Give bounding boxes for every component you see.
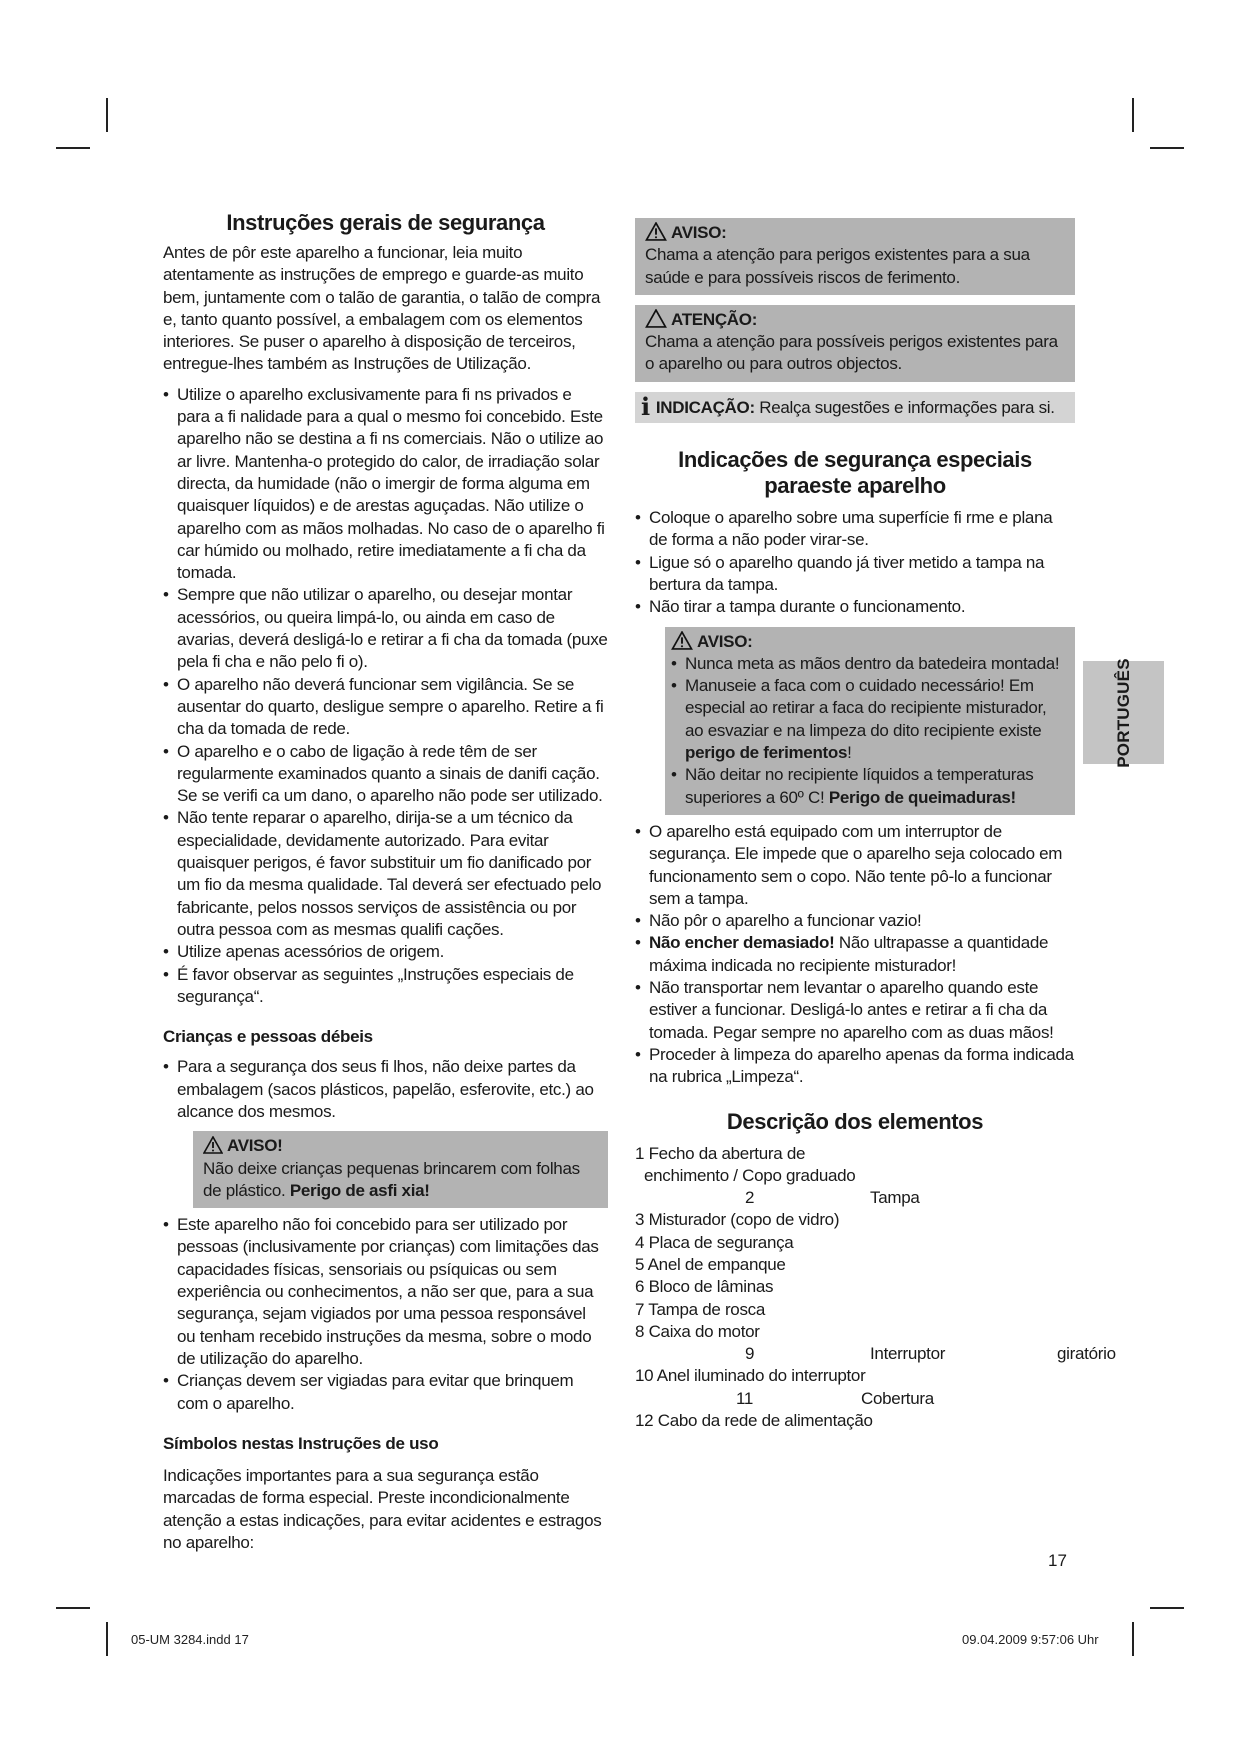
language-tab	[1083, 657, 1164, 768]
list-item: • É favor observar as seguintes „Instruções especiais de segurança“.	[163, 964, 608, 1009]
list-item: • Nunca meta as mãos dentro da batedeira montada!	[671, 653, 1065, 675]
list-item: • Coloque o aparelho sobre uma superfície fi rme e plana de forma a não poder virar-se.	[635, 507, 1075, 552]
list-item: • Sempre que não utilizar o aparelho, ou desejar montar acessórios, ou queira limpá-lo, ou ainda em caso de avarias, deverá desligá-lo e retirar a fi cha da tomada (puxe pela fi cha e não pelo fi o).	[163, 584, 608, 673]
element-number: 11	[736, 1388, 754, 1408]
list-item: • Utilize o aparelho exclusivamente para fi ns privados e para a fi nalidade para a qual o mesmo foi concebido. Este aparelho não se destina a fi ns comerciais. Não o utilize ao ar livre. Mantenha-o protegido do calor, de irradiação solar directa, da humidade (não o imergir de forma alguma em quaisquer líquidos) e de arestas aguçadas. Não utilize o aparelho com as mãos molhadas. No caso de o aparelho fi car húmido ou molhado, retire imediatamente a fi cha da tomada.	[163, 384, 608, 585]
symbols-paragraph: Indicações importantes para a sua segurança estão marcadas de forma especial. Preste incondicionalmente atenção a estas indicações, para evitar acidentes e estragos no aparelho:	[163, 1466, 602, 1553]
list-item	[635, 932, 1075, 977]
list-item: • Utilize apenas acessórios de origem.	[163, 941, 608, 963]
general-safety-title: Instruções gerais de segurança	[226, 210, 545, 235]
page-number: 17	[1048, 1551, 1067, 1570]
special-safety-title	[635, 447, 1075, 499]
info-icon: i	[641, 391, 650, 421]
warning-bold-text: Perigo de asfi xia!	[289, 1180, 430, 1200]
list-item: • Este aparelho não foi concebido para ser utilizado por pessoas (inclusivamente por crianças) com limitações das capacidades físicas, sensoriais ou psíquicas ou sem experiência ou conhecimentos, a não ser que, para a sua segurança, sejam vigiados por uma pessoa responsável ou tenham recebido instruções da mesma, sobre o modo de utilização do aparelho.	[163, 1214, 608, 1370]
element-item: 8 Caixa do motor	[635, 1321, 760, 1341]
element-item: 3 Misturador (copo de vidro)	[635, 1210, 840, 1230]
atencao-box	[635, 305, 1075, 382]
list-item-end: !	[847, 743, 852, 763]
children-heading: Crianças e pessoas débeis	[163, 1027, 373, 1047]
list-item: • O aparelho e o cabo de ligação à rede têm de ser regularmente examinados quanto a sinais de danifi cação. Se se verifi ca um dano, o aparelho não pode ser utilizado.	[163, 741, 608, 808]
crop-mark	[106, 1622, 108, 1656]
element-item: 1 Fecho da abertura de	[635, 1143, 806, 1163]
atencao-text: Chama a atenção para possíveis perigos existentes para o aparelho ou para outros objectos.	[645, 332, 1058, 374]
list-item-bold: Perigo de queimaduras!	[828, 787, 1016, 807]
list-item: • Não tirar a tampa durante o funcionamento.	[635, 596, 1075, 618]
element-item: 6 Bloco de lâminas	[635, 1277, 774, 1297]
list-item-text: Manuseie a faca com o cuidado necessário! Em especial ao retirar a faca do recipiente misturador, ao esvaziar e na limpeza do dito recipiente existe	[685, 676, 1047, 740]
left-column	[163, 210, 608, 1554]
crop-mark	[1132, 98, 1134, 132]
element-label-cont: giratório	[1057, 1344, 1116, 1364]
children-warning-box	[193, 1131, 608, 1208]
element-item	[635, 1388, 1075, 1410]
list-item-text: Não ultrapasse a quantidade máxima indicada no recipiente misturador!	[649, 933, 1049, 975]
crop-mark	[56, 147, 90, 149]
list-item-bold: perigo de ferimentos	[685, 743, 848, 763]
warning-triangle-icon	[671, 631, 693, 650]
warning-triangle-icon	[645, 222, 667, 241]
elements-list	[635, 1143, 1116, 1433]
crop-mark	[1150, 147, 1184, 149]
aviso-box	[635, 218, 1075, 295]
list-item: • Não pôr o aparelho a funcionar vazio!	[635, 910, 1075, 932]
warning-text: Não deixe crianças pequenas brincarem com folhas de plástico.	[203, 1158, 580, 1200]
crop-mark	[106, 98, 108, 132]
list-item: • O aparelho está equipado com um interruptor de segurança. Ele impede que o aparelho seja colocado em funcionamento sem o copo. Não tente pô-lo a funcionar sem a tampa.	[635, 821, 1075, 910]
element-label: Interruptor	[870, 1344, 946, 1364]
footer-filename: 05-UM 3284.indd 17	[131, 1632, 249, 1647]
element-item	[635, 1187, 1075, 1209]
element-label: Tampa	[870, 1188, 920, 1208]
special-safety-list-2	[635, 821, 1075, 1089]
special-safety-list	[635, 507, 1075, 618]
general-safety-list	[163, 384, 608, 1008]
crop-mark	[1132, 1622, 1134, 1656]
aviso-text: Chama a atenção para perigos existentes para a sua saúde e para possíveis riscos de ferimento.	[645, 245, 1030, 287]
list-item: • O aparelho não deverá funcionar sem vigilância. Se se ausentar do quarto, desligue sempre o aparelho. Retire a fi cha da tomada de rede.	[163, 674, 608, 741]
list-item	[671, 764, 1065, 809]
list-item: • Para a segurança dos seus fi lhos, não deixe partes da embalagem (sacos plásticos, papelão, esferovite, etc.) ao alcance dos mesmos.	[163, 1056, 608, 1123]
list-item-text: Não deitar no recipiente líquidos a temperaturas superiores a 60º C!	[685, 765, 1034, 807]
list-item: • Ligue só o aparelho quando já tiver metido a tampa na bertura da tampa.	[635, 552, 1075, 597]
element-item: 4 Placa de segurança	[635, 1232, 794, 1252]
indicacao-box	[635, 392, 1075, 423]
caution-triangle-icon	[645, 309, 667, 328]
special-safety-title-line-1: Indicações de segurança especiais	[678, 447, 1032, 473]
atencao-label: ATENÇÃO:	[671, 309, 758, 329]
crop-mark	[1150, 1607, 1184, 1609]
language-tab-label: PORTUGUÊS	[1113, 657, 1133, 768]
element-item: 7 Tampa de rosca	[635, 1299, 766, 1319]
special-warning-label: AVISO:	[697, 631, 753, 651]
special-warning-box	[665, 627, 1075, 815]
children-list	[163, 1056, 608, 1123]
element-label: Cobertura	[861, 1388, 934, 1408]
indicacao-text: Realça sugestões e informações para si.	[759, 397, 1055, 417]
children-list-2	[163, 1214, 608, 1415]
list-item: • Não transportar nem levantar o aparelho quando este estiver a funcionar. Desligá-lo antes e retirar a fi cha da tomada. Pegar sempre no aparelho com as duas mãos!	[635, 977, 1075, 1044]
element-number: 2	[745, 1188, 755, 1208]
element-item: 10 Anel iluminado do interruptor	[635, 1366, 866, 1386]
right-column	[635, 218, 1116, 1432]
aviso-label: AVISO:	[671, 223, 727, 242]
list-item: • Crianças devem ser vigiadas para evitar que brinquem com o aparelho.	[163, 1370, 608, 1415]
warning-triangle-icon	[203, 1136, 223, 1154]
special-warning-list	[671, 653, 1065, 809]
intro-paragraph: Antes de pôr este aparelho a funcionar, leia muito atentamente as instruções de emprego e guarde-as muito bem, juntamente com o talão de garantia, o talão de compra e, tanto quanto possível, a embalagem com os elementos interiores. Se puser o aparelho à disposição de terceiros, entregue-lhes também as Instruções de Utilização.	[163, 243, 601, 374]
element-item: 5 Anel de empanque	[635, 1254, 786, 1274]
indicacao-label: INDICAÇÃO:	[655, 397, 755, 417]
element-number: 9	[745, 1344, 755, 1364]
special-safety-title-line-2: paraeste aparelho	[764, 473, 946, 499]
list-item-bold: Não encher demasiado!	[649, 933, 835, 953]
footer-timestamp: 09.04.2009 9:57:06 Uhr	[962, 1632, 1099, 1647]
list-item	[671, 675, 1065, 764]
element-item: 12 Cabo da rede de alimentação	[635, 1411, 873, 1431]
symbols-heading: Símbolos nestas Instruções de uso	[163, 1433, 439, 1453]
element-item: enchimento / Copo graduado	[644, 1165, 856, 1185]
warning-label: AVISO!	[227, 1136, 283, 1156]
list-item: • Não tente reparar o aparelho, dirija-se a um técnico da especialidade, devidamente autorizado. Para evitar quaisquer perigos, é favor substituir um fio danificado por um fio da mesma qualidade. Tal deverá ser efectuado pelo fabricante, pelos nossos serviços de assistência ou por outra pessoa com as mesmas qualifi cações.	[163, 807, 608, 941]
list-item: • Proceder à limpeza do aparelho apenas da forma indicada na rubrica „Limpeza“.	[635, 1044, 1075, 1089]
elements-title: Descrição dos elementos	[726, 1108, 984, 1134]
element-item	[635, 1343, 1116, 1365]
crop-mark	[56, 1607, 90, 1609]
